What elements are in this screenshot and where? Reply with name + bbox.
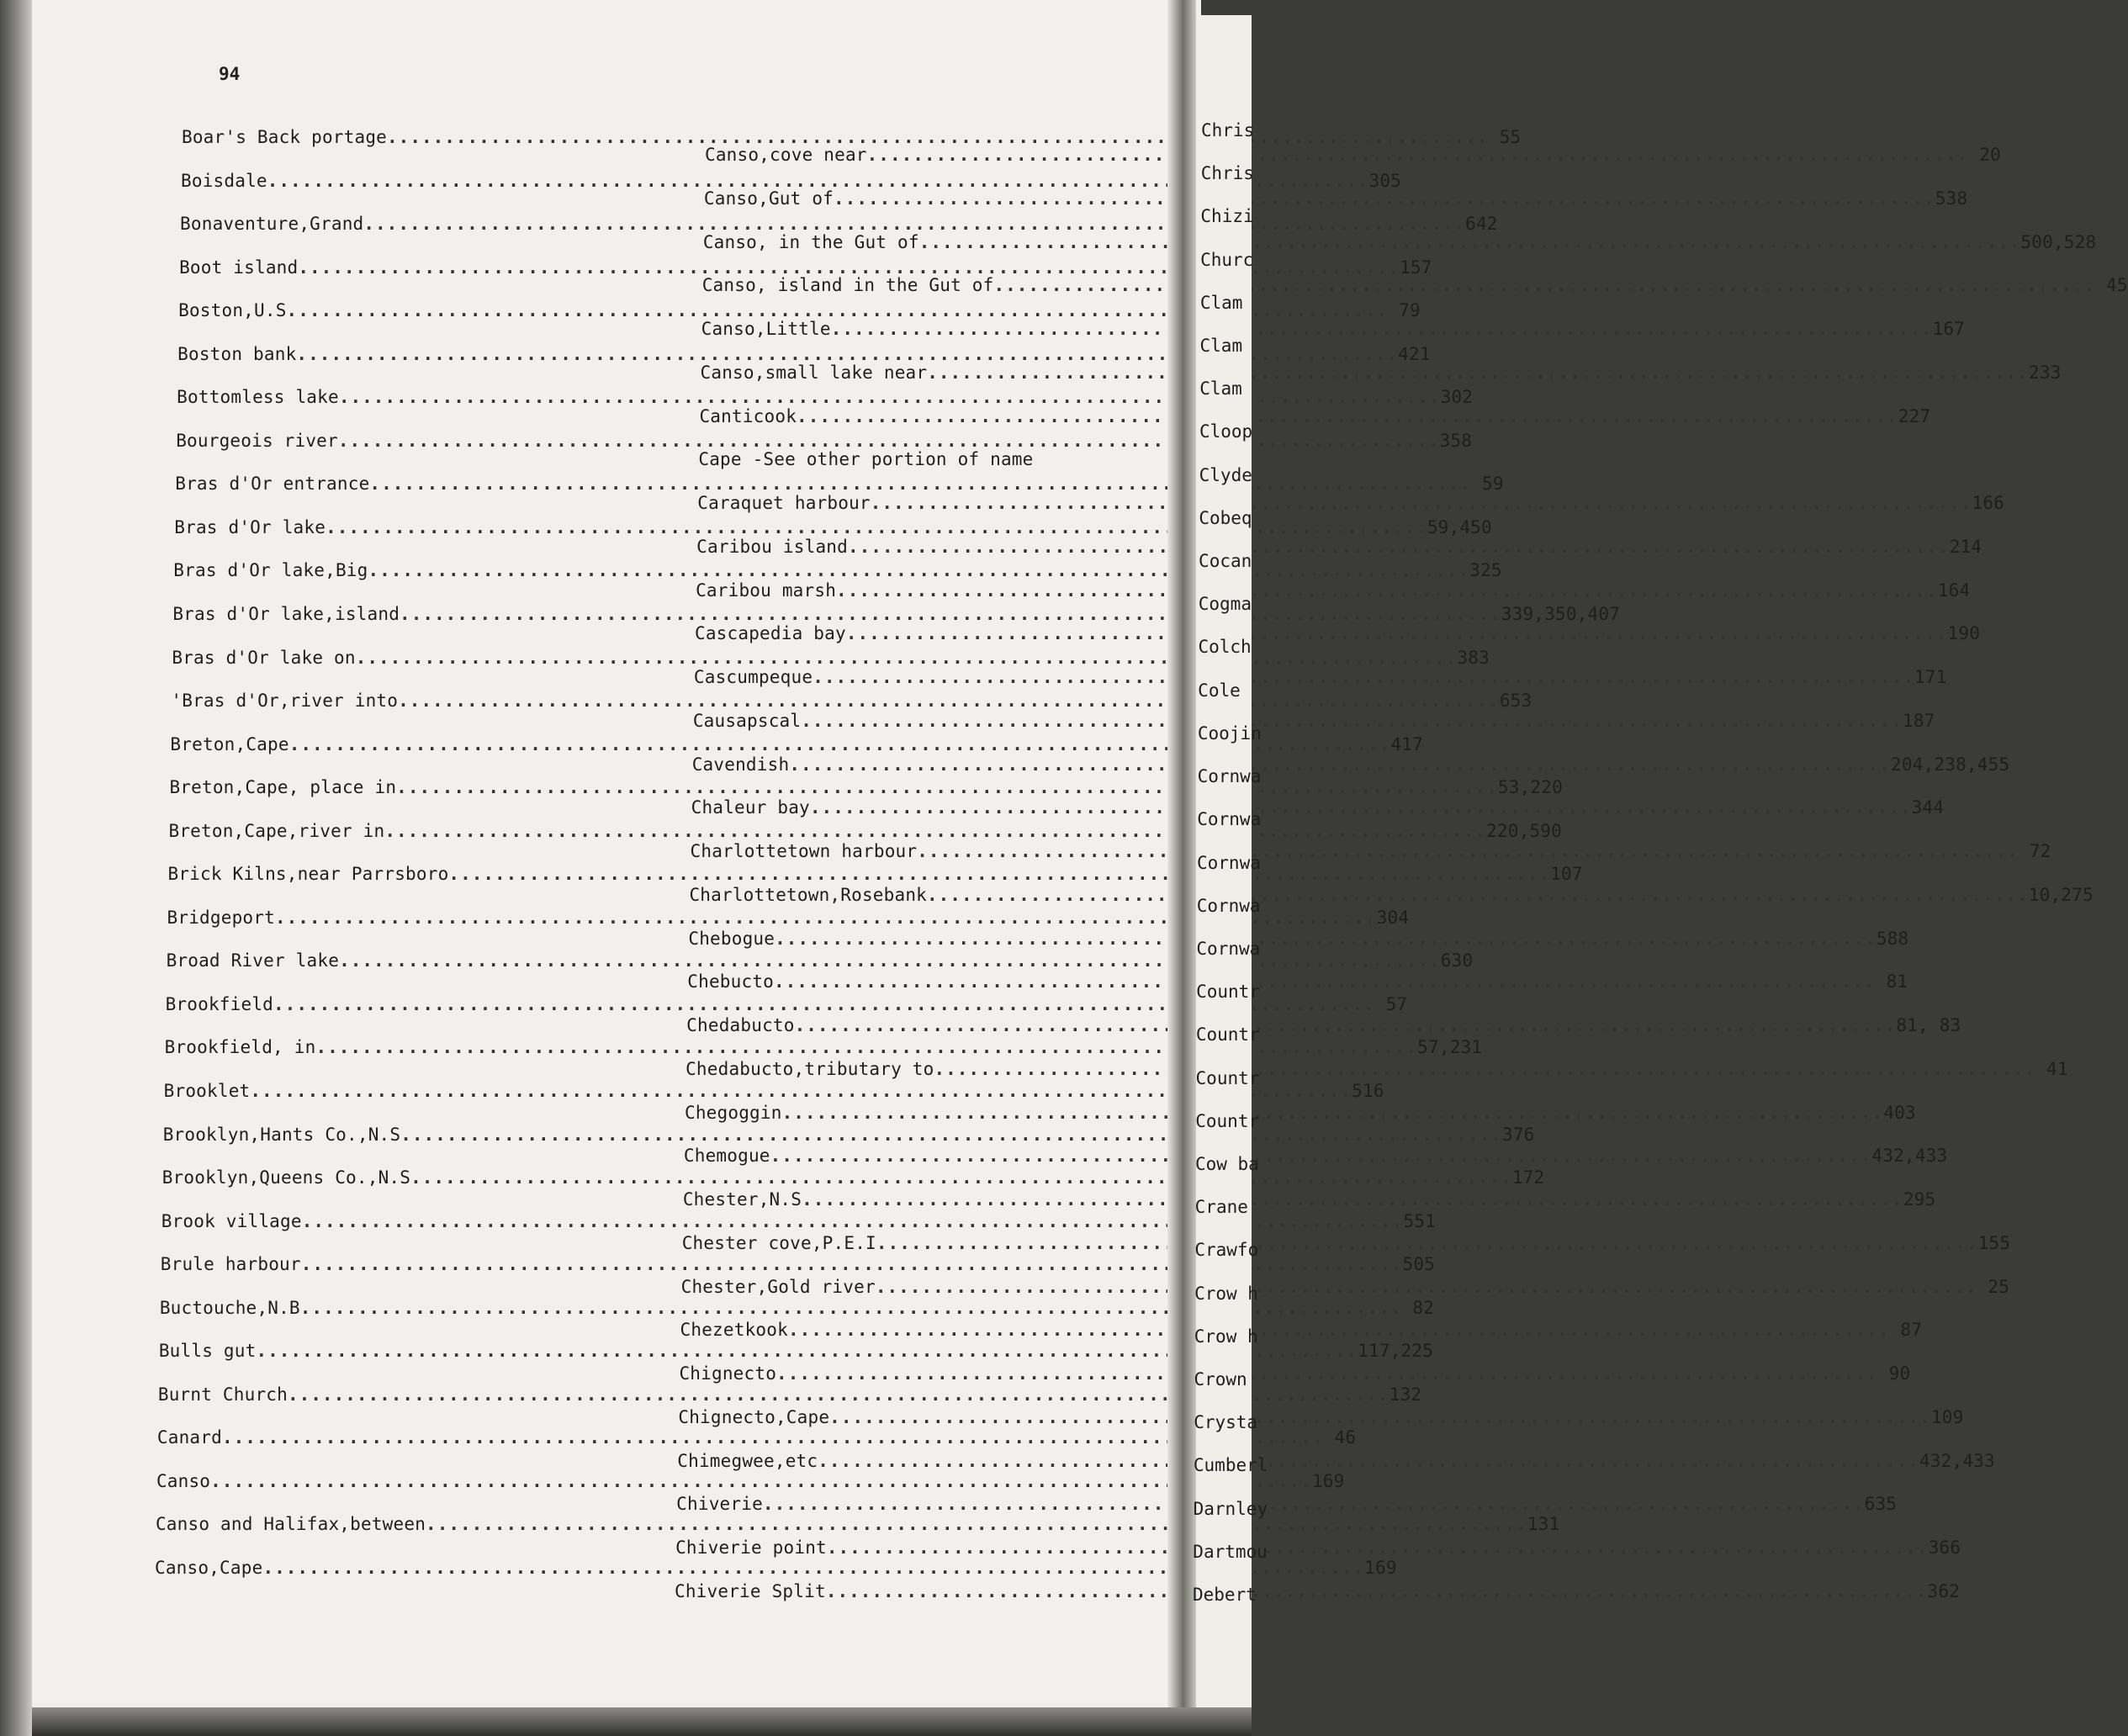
entry-page-numbers: 45 [2095,275,2128,296]
dot-leader [876,1274,1977,1299]
next-page-entry: Cogma [1198,594,1252,615]
entry-name: Bulls gut [158,1341,257,1362]
dot-leader [836,578,1938,603]
index-entry [155,1555,1397,1580]
entry-name: Brooklyn,Hants Co.,N.S [162,1124,401,1145]
index-entry [705,142,2001,167]
entry-page-numbers: 383 [1457,647,1490,668]
entry-page-numbers: 169 [1364,1558,1397,1578]
entry-name: Chemogue [683,1146,770,1167]
entry-page-numbers: 362 [1927,1581,1961,1601]
dot-leader [917,839,2019,864]
dot-leader [934,1056,2035,1082]
entry-page-numbers: 25 [1977,1276,2010,1297]
entry-name: Canso,Gut of [703,188,834,209]
entry-name: Canso,Little [701,319,831,340]
next-page-entry: Coojin [1197,722,1262,744]
index-entry [693,664,1947,690]
entry-name: Chiverie point [675,1538,827,1559]
index-entry [698,447,1152,472]
index-entry [161,1209,1436,1234]
entry-page-numbers: 358 [1439,430,1473,451]
index-entry [159,1295,1435,1321]
entry-name: Cascapedia bay [695,623,846,644]
dot-leader [927,882,2029,908]
entry-page-numbers: 344 [1911,797,1945,818]
entry-name: Brookfield, in [164,1037,316,1058]
entry-name: Chiverie Split [675,1581,826,1601]
dot-leader [827,1535,1929,1560]
entry-page-numbers: 81 [1875,971,1908,992]
next-page-entry: Cow ba [1194,1153,1259,1174]
entry-name: Charlottetown harbour [690,841,918,862]
entry-name: Canso, in the Gut of [702,231,919,252]
next-page-entry: Colch [1198,637,1252,658]
next-page-entry: Crown [1194,1368,1247,1389]
index-entry [701,316,1966,341]
entry-name: Causapscal [692,710,802,731]
entry-name: 'Bras d'Or,river into [171,691,399,712]
entry-name: Bras d'Or lake,island [172,604,400,624]
entry-page-numbers: 635 [1864,1494,1898,1515]
entry-page-numbers: 421 [1398,343,1431,364]
entry-page-numbers: 157 [1400,257,1432,278]
dot-leader [834,186,1935,211]
next-page-entry: Clam [1199,292,1243,313]
next-page-entry: Crow h [1194,1326,1258,1347]
entry-name: Buctouche,N.B [159,1297,300,1318]
entry-page-numbers: 81, 83 [1896,1015,1961,1036]
entry-name: Bonaventure,Grand [180,214,364,235]
entry-name: Chignecto [679,1363,777,1384]
next-page-entry: Cornwa [1196,938,1261,959]
entry-page-numbers: 109 [1930,1406,1964,1427]
entry-page-numbers: 500,528 [2020,231,2097,252]
index-entry [696,534,1982,559]
entry-page-numbers: 304 [1376,907,1410,928]
next-page-entry: Cumberl [1193,1455,1268,1476]
entry-name: Chimegwee,etc [677,1450,818,1471]
index-entry [696,578,1971,603]
entry-name: Bras d'Or lake on [172,647,356,668]
entry-name: Bras d'Or entrance [175,474,370,495]
dot-leader [801,708,1903,733]
entry-name: Boot island [179,257,299,278]
entry-page-numbers: 59 [1471,474,1504,495]
dot-leader [802,1187,1903,1212]
entry-name: Caraquet harbour [697,493,871,514]
index-entry [702,230,2097,255]
entry-page-numbers: 59,450 [1427,516,1492,537]
entry-page-numbers: 46 [1323,1427,1357,1448]
next-page-entry: Countr [1195,1024,1260,1045]
entry-page-numbers: 107 [1550,864,1583,885]
book-gutter [1167,0,1196,1707]
entry-page-numbers: 325 [1469,560,1502,581]
dot-leader [797,404,1898,429]
entry-page-numbers: 87 [1889,1320,1923,1341]
dot-leader [795,1013,1897,1038]
entry-page-numbers: 20 [1968,145,2001,165]
next-page-entry: Cobeq [1199,507,1252,528]
entry-page-numbers: 214 [1949,536,1982,557]
index-entry [162,1122,1535,1147]
dot-leader [810,795,1912,820]
entry-page-numbers: 57 [1374,993,1408,1014]
dot-leader [848,534,1950,559]
next-page-entry: Clam [1199,336,1243,357]
entry-page-numbers: 90 [1877,1363,1911,1384]
entry-name: Chezetkook [680,1320,788,1341]
dot-leader [993,273,2095,298]
dot-leader [770,1143,1872,1168]
entry-name: Brooklyn,Queens Co.,N.S [161,1167,411,1188]
entry-page-numbers: 164 [1937,580,1971,601]
dot-leader [818,1448,1919,1474]
entry-page-numbers: 204,238,455 [1891,754,2010,775]
entry-name: Breton,Cape,river in [168,820,385,841]
entry-page-numbers: 305 [1368,170,1402,191]
next-page-edge [1193,15,1268,1710]
entry-page-numbers: 538 [1935,188,1968,209]
entry-page-numbers: 295 [1903,1189,1936,1210]
dot-leader [831,316,1933,341]
next-page-entry: Crawfo [1194,1240,1259,1261]
page-number: 94 [219,64,241,84]
entry-name: Bras d'Or lake [174,516,326,537]
entry-name: Canso,cove near [705,145,867,165]
entry-page-numbers: 187 [1902,710,1935,731]
next-page-entry: Darnley [1193,1498,1268,1519]
entry-name: Bourgeois river [176,430,338,451]
entry-name: Boston,U.S [178,300,287,321]
next-page-entry: Chris [1201,120,1255,140]
index-entry [164,1035,1483,1060]
entry-page-numbers: 72 [2018,841,2051,862]
entry-name: Bras d'Or lake,Big [173,560,368,581]
next-page-entry: Churc [1200,249,1254,270]
dot-leader [813,664,1914,690]
entry-page-numbers: 551 [1403,1210,1436,1231]
entry-name: Burnt Church [157,1384,288,1405]
entry-page-numbers: 588 [1876,928,1909,949]
entry-name: Canso,small lake near [700,362,928,383]
entry-name: Brookfield [165,993,274,1014]
entry-name: Brule harbour [160,1254,301,1275]
next-page-entry: Cornwa [1196,895,1261,916]
dot-leader [776,1361,1878,1386]
index-entry [701,273,2128,298]
entry-page-numbers: 41 [2035,1058,2068,1079]
entry-name: Boston bank [177,343,297,364]
index-entry [163,1078,1384,1104]
entry-page-numbers: 10,275 [2028,884,2094,905]
entry-name: Chiverie [676,1494,763,1515]
index-entry [700,360,2062,385]
dot-leader [829,1405,1931,1430]
entry-name: Chedabucto,tributary to [686,1058,934,1079]
entry-name: Canso [156,1470,211,1491]
entry-page-numbers: 376 [1501,1124,1535,1145]
entry-name: Canard [156,1427,222,1448]
next-page-entry: Countr [1195,1110,1260,1131]
entry-page-numbers: 55 [1488,127,1522,147]
entry-page-numbers: 432,433 [1871,1146,1948,1167]
entry-page-numbers: 653 [1499,691,1532,712]
next-page-entry: Countr [1195,1067,1260,1088]
entry-page-numbers: 82 [1401,1297,1435,1318]
index-entry [155,1511,1560,1537]
entry-page-numbers: 432,433 [1919,1450,1995,1471]
dot-leader [826,1579,1928,1604]
index-entry [157,1382,1422,1407]
entry-name: Chester,Gold river [680,1276,876,1297]
entry-name: Caribou marsh [696,580,837,601]
entry-name: Chester,N.S [682,1189,802,1210]
entry-name: Chebucto [687,971,775,992]
entry-page-numbers: 642 [1465,214,1498,235]
entry-name: Bottomless lake [177,387,339,408]
entry-page-numbers: 227 [1898,405,1931,426]
entry-name: Cascumpeque [693,667,813,688]
entry-name: Chaleur bay [691,797,810,818]
next-page-entry: Cornwa [1197,766,1262,787]
index-entry [156,1425,1357,1450]
dot-leader [763,1491,1865,1516]
entry-page-numbers: 155 [1977,1232,2011,1253]
next-page-entry: Debert [1193,1585,1257,1605]
dot-leader [789,752,1891,777]
entry-name: Chebogue [688,928,776,949]
index-entry [703,186,1968,211]
entry-page-numbers: 505 [1402,1254,1436,1275]
entry-page-numbers: 172 [1511,1167,1545,1188]
next-page-entry: Cornwa [1197,852,1261,873]
entry-name: Brick Kilns,near Parrsboro [167,864,449,885]
entry-name: Chester cove,P.E.I [681,1232,876,1253]
entry-page-numbers: 117,225 [1358,1341,1434,1362]
index-entry [695,621,1981,646]
entry-name: Broad River lake [166,950,340,971]
entry-page-numbers: 403 [1883,1102,1916,1123]
entry-page-numbers: 169 [1311,1470,1345,1491]
dot-leader [788,1317,1890,1342]
entry-page-numbers: 233 [2028,362,2062,383]
next-page-entry: Countr [1196,982,1260,1003]
index-entry [158,1338,1434,1363]
dot-leader [782,1100,1884,1125]
next-page-entry: Clam [1199,378,1242,400]
entry-name: Breton,Cape [170,733,289,754]
entry-name: Canso and Halifax,between [155,1514,426,1535]
entry-page-numbers: 166 [1972,493,2005,514]
entry-name: Caribou island [696,536,848,557]
page-bottom-shadow [32,1707,1252,1736]
entry-name: Brook village [161,1210,302,1231]
entry-page-numbers: 190 [1947,623,1981,644]
index-entry [161,1165,1545,1190]
dot-leader [876,1231,1978,1256]
next-page-entry: Chris [1200,163,1254,184]
dot-leader [919,230,2021,255]
entry-name: Cape -See other portion of name [698,449,1034,470]
next-page-entry: Cole [1198,680,1241,701]
entry-page-numbers: 131 [1527,1514,1560,1535]
entry-name: Canso,Cape [155,1558,263,1578]
next-page-entry: Crow h [1194,1283,1258,1304]
entry-page-numbers: 171 [1914,667,1947,688]
next-page-entry: Cornwa [1197,809,1262,830]
dot-leader [927,360,2029,385]
entry-name: Brooklet [163,1081,251,1101]
next-page-entry: Chizi [1200,206,1254,227]
entry-page-numbers: 57,231 [1417,1037,1483,1058]
index-entry [697,490,2005,516]
next-page-entry: Crane [1194,1197,1248,1218]
next-page-entry: Clyde [1199,464,1252,485]
entry-name: Boisdale [181,170,267,191]
index-entry [156,1469,1345,1494]
entry-name: Chignecto,Cape [678,1406,830,1427]
entry-page-numbers: 220,590 [1486,820,1562,841]
dot-leader [775,926,1877,951]
next-page-entry: Cloop [1199,421,1253,442]
next-page-entry: Crysta [1194,1412,1258,1433]
entry-page-numbers: 417 [1390,733,1423,754]
entry-name: Canticook [699,405,797,426]
entry-page-numbers: 53,220 [1497,777,1563,798]
entry-name: Breton,Cape, place in [169,777,397,798]
dot-leader [774,969,1876,994]
entry-name: Charlottetown,Rosebank [689,884,928,905]
entry-name: Chedabucto [686,1015,795,1036]
dot-leader [871,490,1972,516]
entry-name: Cavendish [691,754,790,775]
entry-page-numbers: 339,350,407 [1501,604,1621,624]
next-page-entry: Dartmou [1193,1541,1268,1562]
entry-name: Canso, island in the Gut of [701,275,994,296]
entry-page-numbers: 132 [1389,1384,1422,1405]
entry-page-numbers: 79 [1388,300,1421,321]
dot-leader [846,621,1948,646]
index-entry [699,404,1931,429]
entry-page-numbers: 167 [1932,319,1966,340]
entry-name: Chegoggin [685,1102,782,1123]
entry-page-numbers: 630 [1440,950,1474,971]
entry-name: Boar's Back portage [182,127,388,147]
dot-leader [867,142,1969,167]
entry-page-numbers: 516 [1352,1081,1384,1101]
index-entry [160,1252,1436,1277]
entry-name: Bridgeport [167,907,275,928]
entry-page-numbers: 366 [1928,1538,1961,1559]
entry-page-numbers: 302 [1440,387,1474,408]
next-page-entry: Cocan [1199,551,1252,572]
